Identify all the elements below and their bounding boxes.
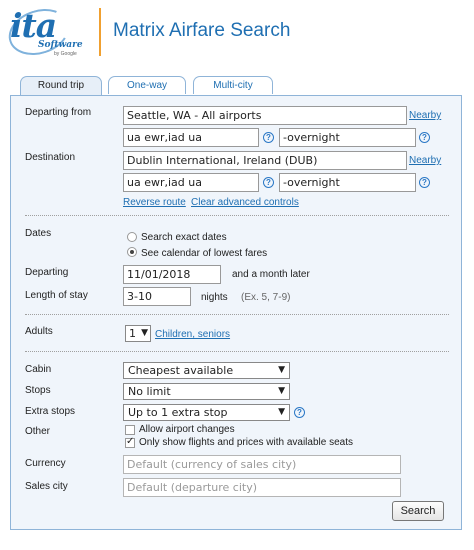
reverse-route-link[interactable]: Reverse route — [123, 197, 186, 208]
search-exact-dates-radio[interactable] — [127, 232, 137, 242]
cabin-select[interactable] — [123, 362, 290, 379]
sales-city-input[interactable]: Default (departure city) — [123, 478, 401, 497]
cabin-label: Cabin — [25, 364, 52, 375]
destination-extension-codes-input[interactable]: -overnight — [279, 173, 416, 192]
allow-airport-changes-checkbox[interactable] — [125, 425, 135, 435]
chevron-down-icon: ▼ — [278, 386, 285, 396]
routing-help-icon[interactable]: ? — [263, 177, 274, 188]
chevron-down-icon: ▼ — [278, 365, 285, 375]
departing-label: Departing — [25, 267, 69, 278]
logo-by: by Google — [54, 51, 77, 57]
nights-label: nights — [201, 292, 228, 303]
children-seniors-link[interactable]: Children, seniors — [155, 329, 231, 340]
stops-label: Stops — [25, 385, 51, 396]
departing-from-label: Departing from — [25, 107, 92, 118]
departing-routing-codes-input[interactable]: ua ewr,iad ua — [123, 128, 259, 147]
search-exact-dates-label: Search exact dates — [141, 232, 227, 243]
extra-stops-select-value: Up to 1 extra stop — [128, 406, 228, 419]
departing-from-input[interactable]: Seattle, WA - All airports — [123, 106, 407, 125]
dates-label: Dates — [25, 228, 52, 239]
clear-advanced-controls-link[interactable]: Clear advanced controls — [191, 197, 299, 208]
header — [0, 0, 474, 66]
adults-select-value: 1 — [129, 327, 136, 340]
extra-stops-label: Extra stops — [25, 406, 76, 417]
extra-stops-help-icon[interactable]: ? — [294, 407, 305, 418]
routing-help-icon[interactable]: ? — [263, 132, 274, 143]
allow-airport-changes-label: Allow airport changes — [139, 424, 235, 435]
calendar-lowest-fares-radio[interactable] — [127, 247, 137, 257]
length-of-stay-hint: (Ex. 5, 7-9) — [241, 292, 291, 303]
extension-help-icon[interactable]: ? — [419, 132, 430, 143]
departing-date-input[interactable]: 11/01/2018 — [123, 265, 221, 284]
departing-date-suffix: and a month later — [232, 269, 310, 280]
only-available-seats-checkbox[interactable] — [125, 438, 135, 448]
sales-city-label: Sales city — [25, 481, 68, 492]
chevron-down-icon: ▼ — [141, 328, 148, 338]
destination-label: Destination — [25, 152, 76, 163]
adults-select[interactable] — [125, 325, 151, 342]
tab-multi-city[interactable]: Multi-city — [193, 76, 273, 94]
section-divider — [25, 215, 449, 216]
chevron-down-icon: ▼ — [278, 407, 285, 417]
extension-help-icon[interactable]: ? — [419, 177, 430, 188]
currency-input[interactable]: Default (currency of sales city) — [123, 455, 401, 474]
tab-round-trip[interactable]: Round trip — [20, 76, 102, 96]
length-of-stay-input[interactable]: 3-10 — [123, 287, 191, 306]
currency-label: Currency — [25, 458, 66, 469]
cabin-select-value: Cheapest available — [128, 364, 234, 377]
extra-stops-select[interactable] — [123, 404, 290, 421]
section-divider — [25, 351, 449, 352]
destination-input[interactable]: Dublin International, Ireland (DUB) — [123, 151, 407, 170]
only-available-seats-label: Only show flights and prices with available seats — [139, 437, 353, 448]
adults-label: Adults — [25, 326, 53, 337]
search-button[interactable]: Search — [392, 501, 444, 521]
stops-select-value: No limit — [128, 385, 171, 398]
header-divider — [99, 8, 101, 56]
logo-word: ita — [10, 6, 57, 45]
page-title: Matrix Airfare Search — [113, 20, 291, 41]
other-label: Other — [25, 426, 51, 437]
calendar-lowest-fares-label: See calendar of lowest fares — [141, 248, 268, 259]
search-form — [10, 95, 462, 530]
logo-sub: Software — [38, 40, 83, 50]
departing-extension-codes-input[interactable]: -overnight — [279, 128, 416, 147]
destination-routing-codes-input[interactable]: ua ewr,iad ua — [123, 173, 259, 192]
stops-select[interactable] — [123, 383, 290, 400]
departing-nearby-link[interactable]: Nearby — [409, 110, 442, 121]
tab-one-way[interactable]: One-way — [108, 76, 186, 94]
section-divider — [25, 314, 449, 315]
destination-nearby-link[interactable]: Nearby — [409, 155, 442, 166]
ita-software-logo[interactable] — [8, 6, 84, 60]
length-of-stay-label: Length of stay — [25, 290, 88, 301]
